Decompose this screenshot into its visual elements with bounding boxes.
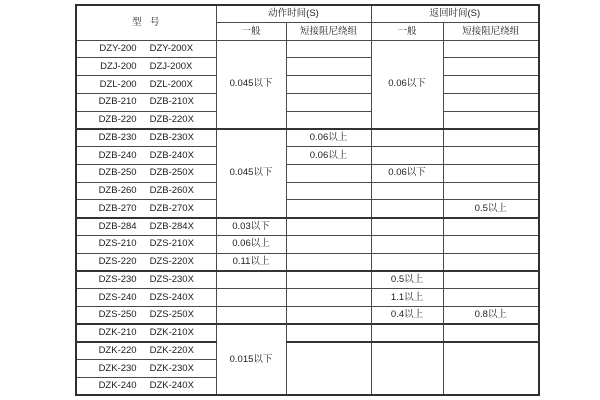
return-general-cell: 1.1以上 — [371, 289, 443, 307]
action-damper-cell — [286, 182, 371, 200]
return-general-cell — [371, 324, 443, 342]
return-damper-cell — [443, 129, 539, 147]
model-cell — [76, 129, 216, 147]
header-row-groups — [76, 5, 539, 23]
model-name-variant: DZY-200X — [149, 43, 194, 55]
action-general-cell: 0.11以上 — [216, 253, 286, 271]
model-name-pair — [77, 346, 216, 356]
model-name-pair — [77, 44, 216, 54]
model-cell — [76, 235, 216, 253]
action-damper-cell — [286, 271, 371, 289]
model-name-variant: DZB-230X — [149, 132, 194, 144]
return-general-cell — [371, 200, 443, 218]
action-damper-cell — [286, 289, 371, 307]
return-general-cell: 0.5以上 — [371, 271, 443, 289]
table-row — [76, 111, 539, 129]
model-name: DZS-250 — [98, 309, 137, 321]
action-damper-cell — [286, 111, 371, 129]
action-general-cell — [216, 289, 286, 307]
model-cell — [76, 164, 216, 182]
return-damper-cell — [443, 164, 539, 182]
return-general-cell — [371, 235, 443, 253]
model-name: DZK-220 — [98, 345, 137, 357]
spec-table-header — [76, 5, 539, 40]
table-row — [76, 218, 539, 236]
model-cell — [76, 360, 216, 378]
model-name-pair — [77, 62, 216, 72]
action-general-cell — [216, 271, 286, 289]
header-action-time: 动作时间(S) — [216, 5, 371, 23]
return-damper-cell — [443, 40, 539, 58]
return-damper-cell — [443, 271, 539, 289]
model-name: DZS-240 — [98, 291, 137, 303]
table-row — [76, 129, 539, 147]
action-damper-cell — [286, 324, 371, 342]
model-name: DZK-230 — [98, 362, 137, 374]
model-name-variant: DZS-210X — [149, 238, 194, 250]
model-name-variant: DZS-220X — [149, 255, 194, 267]
header-model: 型 号 — [76, 5, 216, 40]
spec-table-body — [76, 40, 539, 395]
action-damper-cell: 0.06以上 — [286, 147, 371, 165]
model-name-variant: DZS-240X — [149, 291, 194, 303]
model-cell — [76, 271, 216, 289]
model-name: DZB-220 — [98, 113, 137, 125]
model-name: DZB-260 — [98, 185, 137, 197]
table-row — [76, 306, 539, 324]
header-action-damper: 短接阻尼绕组 — [286, 23, 371, 41]
model-name-variant: DZJ-200X — [149, 60, 193, 72]
table-row — [76, 235, 539, 253]
model-name-pair — [77, 186, 216, 196]
model-cell — [76, 58, 216, 76]
model-name-variant: DZB-210X — [149, 96, 194, 108]
model-name: DZB-230 — [98, 132, 137, 144]
model-name-pair — [77, 364, 216, 374]
model-name: DZB-250 — [98, 167, 137, 179]
model-name: DZB-284 — [98, 220, 137, 232]
model-cell — [76, 218, 216, 236]
model-name: DZY-200 — [99, 43, 137, 55]
return-damper-cell — [443, 342, 539, 395]
model-name: DZB-270 — [98, 202, 137, 214]
return-damper-cell — [443, 76, 539, 94]
model-cell — [76, 76, 216, 94]
action-general-cell: 0.015以下 — [216, 324, 286, 395]
table-row — [76, 147, 539, 165]
model-name-pair — [77, 168, 216, 178]
return-general-cell — [371, 182, 443, 200]
model-name-variant: DZB-270X — [149, 202, 194, 214]
model-name-variant: DZS-250X — [149, 309, 194, 321]
return-general-cell: 0.06以下 — [371, 40, 443, 129]
model-name-variant: DZB-260X — [149, 185, 194, 197]
model-name-pair — [77, 151, 216, 161]
table-row — [76, 253, 539, 271]
action-general-cell: 0.045以下 — [216, 129, 286, 218]
model-name-pair — [77, 381, 216, 391]
model-name-pair — [77, 257, 216, 267]
return-damper-cell — [443, 182, 539, 200]
model-cell — [76, 147, 216, 165]
action-damper-cell — [286, 235, 371, 253]
model-name-variant: DZB-250X — [149, 167, 194, 179]
model-name-variant: DZB-240X — [149, 149, 194, 161]
model-cell — [76, 342, 216, 360]
model-name-variant: DZK-210X — [149, 327, 194, 339]
table-row — [76, 164, 539, 182]
model-name: DZK-240 — [98, 380, 137, 392]
table-row — [76, 271, 539, 289]
table-row — [76, 324, 539, 342]
model-cell — [76, 40, 216, 58]
action-damper-cell — [286, 218, 371, 236]
spec-table — [75, 4, 540, 396]
model-name: DZJ-200 — [100, 60, 137, 72]
table-row — [76, 182, 539, 200]
action-damper-cell — [286, 93, 371, 111]
return-general-cell — [371, 129, 443, 147]
model-cell — [76, 377, 216, 395]
model-name-variant: DZL-200X — [149, 78, 193, 90]
action-damper-cell — [286, 76, 371, 94]
model-cell — [76, 200, 216, 218]
return-damper-cell: 0.5以上 — [443, 200, 539, 218]
model-name: DZK-210 — [98, 327, 137, 339]
model-name: DZS-210 — [98, 238, 137, 250]
model-name: DZS-230 — [98, 274, 137, 286]
return-damper-cell — [443, 218, 539, 236]
model-name-pair — [77, 80, 216, 90]
action-damper-cell: 0.06以上 — [286, 129, 371, 147]
action-general-cell: 0.06以上 — [216, 235, 286, 253]
return-damper-cell — [443, 111, 539, 129]
model-name-pair — [77, 97, 216, 107]
model-name-pair — [77, 115, 216, 125]
model-name-pair — [77, 328, 216, 338]
return-damper-cell — [443, 93, 539, 111]
model-name: DZL-200 — [99, 78, 137, 90]
action-damper-cell — [286, 40, 371, 58]
table-row — [76, 76, 539, 94]
model-cell — [76, 93, 216, 111]
model-name-variant: DZB-220X — [149, 113, 194, 125]
model-name-variant: DZK-230X — [149, 362, 194, 374]
action-general-cell — [216, 306, 286, 324]
return-general-cell — [371, 342, 443, 395]
action-damper-cell — [286, 306, 371, 324]
model-cell — [76, 182, 216, 200]
return-damper-cell — [443, 147, 539, 165]
model-name: DZB-240 — [98, 149, 137, 161]
return-general-cell — [371, 147, 443, 165]
action-general-cell: 0.045以下 — [216, 40, 286, 129]
table-row — [76, 40, 539, 58]
model-cell — [76, 289, 216, 307]
model-name-pair — [77, 204, 216, 214]
action-damper-cell — [286, 200, 371, 218]
action-damper-cell — [286, 164, 371, 182]
return-general-cell: 0.4以上 — [371, 306, 443, 324]
return-general-cell — [371, 253, 443, 271]
model-name: DZB-210 — [98, 96, 137, 108]
model-name-pair — [77, 293, 216, 303]
model-name-variant: DZK-220X — [149, 345, 194, 357]
model-name: DZS-220 — [98, 255, 137, 267]
model-name-pair — [77, 133, 216, 143]
return-general-cell: 0.06以下 — [371, 164, 443, 182]
model-name-variant: DZS-230X — [149, 274, 194, 286]
action-damper-cell — [286, 342, 371, 395]
header-return-time: 返回时间(S) — [371, 5, 539, 23]
model-name-variant: DZK-240X — [149, 380, 194, 392]
model-name-pair — [77, 310, 216, 320]
table-row — [76, 289, 539, 307]
action-damper-cell — [286, 253, 371, 271]
model-cell — [76, 306, 216, 324]
model-name-pair — [77, 275, 216, 285]
model-name-pair — [77, 222, 216, 232]
return-damper-cell — [443, 289, 539, 307]
table-row — [76, 58, 539, 76]
return-damper-cell — [443, 253, 539, 271]
return-general-cell — [371, 218, 443, 236]
header-return-general: 一般 — [371, 23, 443, 41]
model-cell — [76, 324, 216, 342]
table-row — [76, 342, 539, 360]
header-action-general: 一般 — [216, 23, 286, 41]
return-damper-cell: 0.8以上 — [443, 306, 539, 324]
return-damper-cell — [443, 235, 539, 253]
return-damper-cell — [443, 58, 539, 76]
action-damper-cell — [286, 58, 371, 76]
action-general-cell: 0.03以下 — [216, 218, 286, 236]
table-row — [76, 200, 539, 218]
model-cell — [76, 253, 216, 271]
header-return-damper: 短接阻尼绕组 — [443, 23, 539, 41]
model-name-variant: DZB-284X — [149, 220, 194, 232]
table-row — [76, 93, 539, 111]
model-name-pair — [77, 239, 216, 249]
return-damper-cell — [443, 324, 539, 342]
model-cell — [76, 111, 216, 129]
